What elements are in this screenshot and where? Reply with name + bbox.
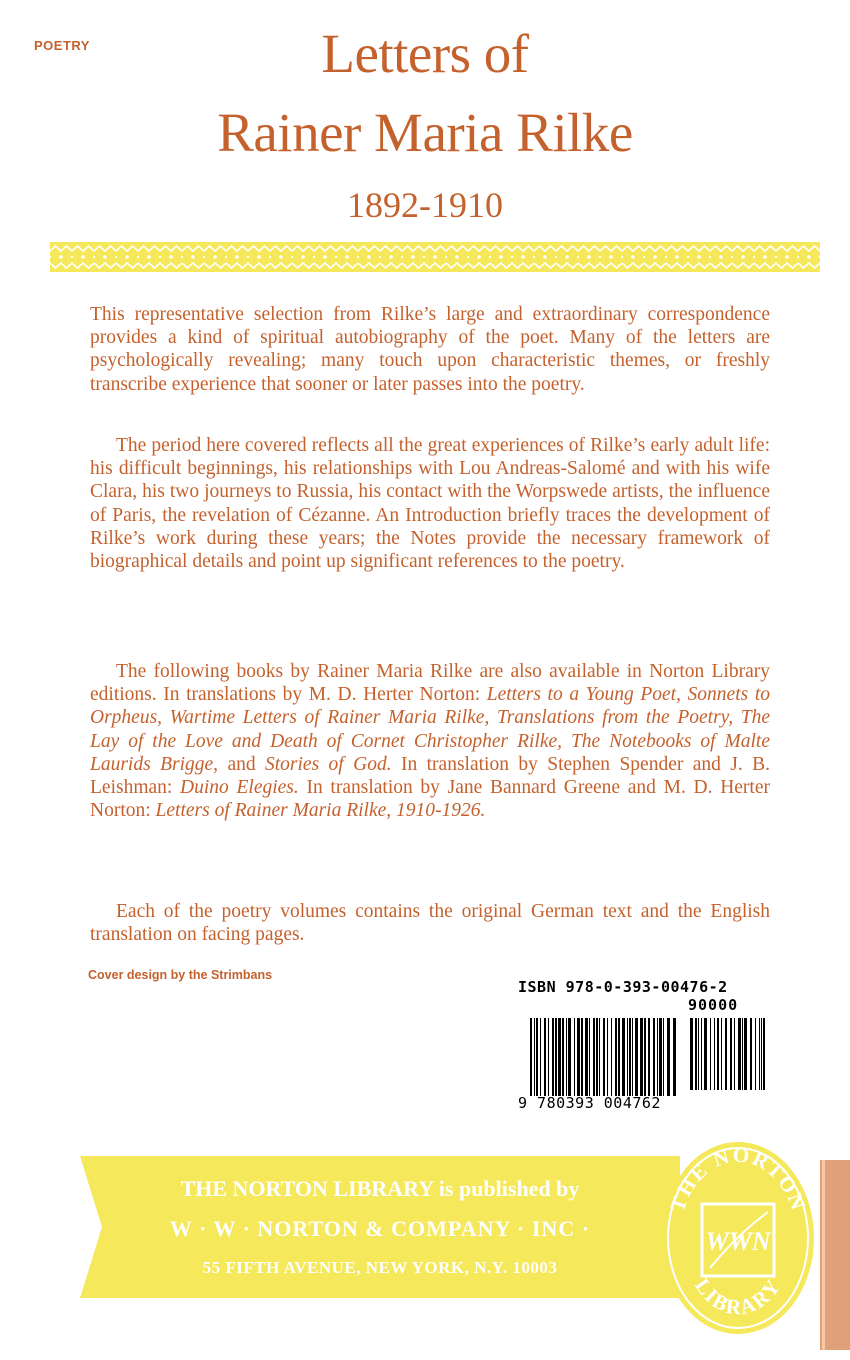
seal-top-text: THE NORTON — [665, 1142, 811, 1215]
decorative-band — [50, 242, 820, 272]
barcode-bar — [629, 1018, 631, 1096]
barcode-bar — [667, 1018, 670, 1096]
norton-library-seal — [658, 1138, 818, 1338]
barcode-bar — [721, 1018, 722, 1090]
also-available-paragraph: The following books by Rainer Maria Rilke are also available in Norton Library editions. In translations by M. D. Herter Norton: Letters to a Young Poet, Sonnets to Orpheus, Wartime Letters of Rainer Maria Rilke, Translations from the Poetry, The Lay of the Love and Death of Cornet Christopher Rilke, The Notebooks of Malte Laurids Brigge, and Stories of God. In translation by Stephen Spender and J. B. Leishman: Duino Elegies. In translation by Jane Bannard Greene and M. D. Herter Norton: Letters of Rainer Maria Rilke, 1910-1926. — [90, 661, 771, 822]
barcode-bar — [632, 1018, 633, 1096]
barcode-bar — [761, 1018, 762, 1090]
barcode-bar — [566, 1018, 567, 1096]
description-paragraph-1: This representative selection from Rilke’s large and extraordinary correspondence provides a kind of spiritual autobiography of the poet. Many of the letters are psychologically revealing; many touch upon characteristic themes, or freshly transcribe experience that sooner or later passes into the poetry. — [90, 304, 770, 395]
barcode-bar — [555, 1018, 557, 1096]
barcode-bar — [648, 1018, 650, 1096]
barcode-bar — [701, 1018, 702, 1090]
barcode-bar — [540, 1018, 541, 1096]
barcode-bar — [607, 1018, 608, 1096]
barcode-bar — [596, 1018, 598, 1096]
barcode-bar — [763, 1018, 765, 1090]
barcode-bar — [734, 1018, 735, 1090]
barcode-bar — [659, 1018, 662, 1096]
barcode-bar — [568, 1018, 571, 1096]
poetry-volumes-note: Each of the poetry volumes contains the original German text and the English translation on facing pages. — [90, 901, 770, 946]
barcode-bar — [717, 1018, 719, 1090]
barcode-bar — [611, 1018, 612, 1096]
barcode-bar — [759, 1018, 760, 1090]
barcode-bar — [730, 1018, 732, 1090]
barcode-bar — [690, 1018, 693, 1090]
barcode-bar — [544, 1018, 546, 1096]
isbn-barcode — [518, 978, 766, 1120]
barcode-bar — [695, 1018, 697, 1090]
barcode-bar — [562, 1018, 564, 1096]
publisher-line3: 55 FIFTH AVENUE, NEW YORK, N.Y. 10003 — [202, 1258, 558, 1277]
barcode-bar — [599, 1018, 600, 1096]
barcode-bar — [663, 1018, 664, 1096]
barcode-bar — [710, 1018, 711, 1090]
barcode-bar — [589, 1018, 590, 1096]
barcode-bar — [536, 1018, 538, 1096]
barcode-bar — [750, 1018, 752, 1090]
barcode-bar — [673, 1018, 676, 1096]
barcode-bar — [653, 1018, 655, 1096]
isbn-text: ISBN 978-0-393-00476-2 — [518, 978, 728, 996]
barcode-bar — [640, 1018, 643, 1096]
barcode-bar — [627, 1018, 628, 1096]
barcode-bar — [657, 1018, 658, 1096]
barcode-bar — [530, 1018, 532, 1096]
barcode-bar — [603, 1018, 605, 1096]
barcode-bar — [574, 1018, 575, 1096]
barcode-bar — [593, 1018, 595, 1096]
publisher-line2: W · W · NORTON & COMPANY · INC · — [169, 1216, 591, 1241]
barcode-bar — [698, 1018, 699, 1090]
book-years: 1892-1910 — [347, 185, 503, 225]
barcode-bars — [530, 1018, 766, 1096]
seal-monogram: WWN — [705, 1227, 771, 1256]
cover-design-credit: Cover design by the Strimbans — [88, 968, 273, 982]
ean-number: 9 780393 004762 — [518, 1094, 661, 1112]
book-title-line1: Letters of — [321, 23, 529, 84]
barcode-bar — [644, 1018, 646, 1096]
barcode-bar — [552, 1018, 554, 1096]
barcode-bar — [618, 1018, 620, 1096]
seal-bottom-text: LIBRARY — [689, 1273, 787, 1320]
barcode-bar — [755, 1018, 756, 1090]
publisher-line1: THE NORTON LIBRARY is published by — [180, 1176, 580, 1201]
barcode-bar — [725, 1018, 727, 1090]
barcode-bar — [704, 1018, 707, 1090]
price-code-text: 90000 — [688, 996, 739, 1014]
barcode-bar — [615, 1018, 617, 1096]
barcode-bar — [585, 1018, 588, 1096]
category-label: POETRY — [34, 38, 90, 53]
barcode-bar — [558, 1018, 561, 1096]
barcode-bar — [742, 1018, 743, 1090]
book-title-line2: Rainer Maria Rilke — [217, 102, 633, 163]
description-paragraph-2: The period here covered reflects all the great experiences of Rilke’s early adult life: his difficult beginnings, his relationships with Lou Andreas-Salomé and with his wife Clara, his two journeys to Russia, his contact with the Worpswede artists, the influence of Paris, the revelation of Cézanne. An Introduction briefly traces the development of Rilke’s work during these years; the Notes provide the necessary framework of biographical details and point up significant references to the poetry. — [90, 435, 770, 573]
barcode-bar — [714, 1018, 715, 1090]
barcode-bar — [738, 1018, 741, 1090]
barcode-bar — [534, 1018, 535, 1096]
barcode-bar — [744, 1018, 747, 1090]
barcode-bar — [622, 1018, 625, 1096]
barcode-bar — [577, 1018, 580, 1096]
barcode-bar — [635, 1018, 638, 1096]
barcode-bar — [548, 1018, 549, 1096]
spine-highlight — [822, 1160, 825, 1350]
barcode-bar — [581, 1018, 583, 1096]
zigzag-ornament — [50, 242, 820, 272]
